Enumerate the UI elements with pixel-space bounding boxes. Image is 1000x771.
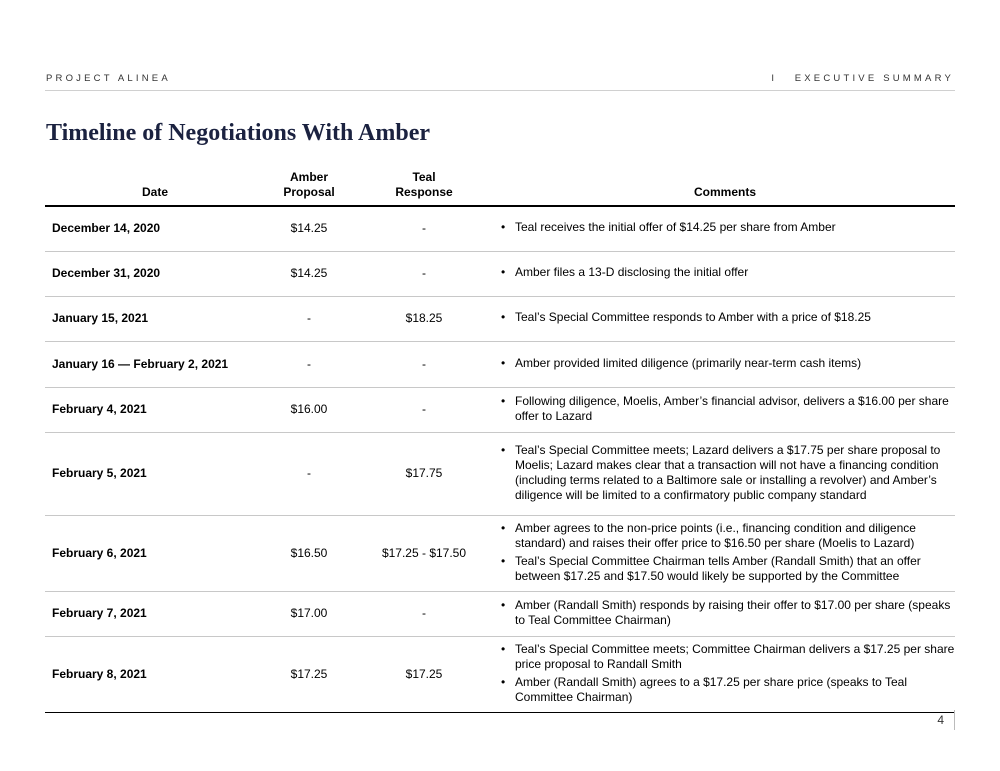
table-row	[45, 341, 955, 387]
teal-response-cell: -	[353, 591, 495, 636]
page-title: Timeline of Negotiations With Amber	[46, 120, 430, 146]
comment-bullet: • Amber agrees to the non-price points (i.e., financing condition and diligence standard) and raises their offer price to $16.50 per share (Moelis to Lazard)	[515, 521, 955, 551]
teal-response-cell: $17.25	[353, 636, 495, 712]
teal-response-cell: -	[353, 387, 495, 432]
col-date: Date	[45, 170, 265, 206]
table-row	[45, 432, 955, 515]
teal-response-cell: -	[353, 251, 495, 296]
date-cell: February 5, 2021	[45, 432, 265, 515]
amber-proposal-cell: $17.00	[265, 591, 353, 636]
page-number-divider	[954, 710, 955, 730]
comment-bullet: • Amber (Randall Smith) agrees to a $17.25 per share price (speaks to Teal Committee Chairman)	[515, 675, 955, 705]
table-row	[45, 296, 955, 341]
table-row	[45, 387, 955, 432]
teal-response-cell: $17.75	[353, 432, 495, 515]
page-number: 4	[937, 713, 944, 727]
amber-proposal-cell: $17.25	[265, 636, 353, 712]
amber-proposal-cell: $14.25	[265, 206, 353, 251]
date-cell: December 31, 2020	[45, 251, 265, 296]
comments-cell	[495, 251, 955, 296]
date-cell: January 15, 2021	[45, 296, 265, 341]
table-row	[45, 206, 955, 251]
comment-bullet: • Teal’s Special Committee meets; Committee Chairman delivers a $17.25 per share price proposal to Randall Smith	[515, 642, 955, 672]
amber-proposal-cell: -	[265, 432, 353, 515]
comments-cell	[495, 206, 955, 251]
comment-bullet: • Following diligence, Moelis, Amber’s financial advisor, delivers a $16.00 per share offer to Lazard	[515, 394, 955, 424]
col-teal-response: Teal Response	[353, 170, 495, 206]
teal-response-cell: $18.25	[353, 296, 495, 341]
table-row	[45, 251, 955, 296]
section-name: I EXECUTIVE SUMMARY	[771, 73, 954, 84]
amber-proposal-cell: $16.00	[265, 387, 353, 432]
teal-response-cell: -	[353, 206, 495, 251]
comments-cell	[495, 341, 955, 387]
date-cell: February 4, 2021	[45, 387, 265, 432]
comment-bullet: • Amber provided limited diligence (primarily near-term cash items)	[515, 356, 955, 371]
col-comments: Comments	[495, 170, 955, 206]
date-cell: February 6, 2021	[45, 515, 265, 591]
comment-bullet: • Teal’s Special Committee meets; Lazard delivers a $17.75 per share proposal to Moelis; Lazard makes clear that a transaction will not have a financing condition (including terms related to a Baltimore sale or installing a revolver) and Amber’s diligence will be limited to a confirmatory public company standard	[515, 443, 955, 503]
comments-cell	[495, 387, 955, 432]
amber-proposal-cell: -	[265, 296, 353, 341]
comments-cell	[495, 515, 955, 591]
date-cell: February 7, 2021	[45, 591, 265, 636]
header-divider	[45, 90, 955, 91]
table-row	[45, 515, 955, 591]
comment-bullet: • Teal receives the initial offer of $14.25 per share from Amber	[515, 220, 955, 235]
comments-cell	[495, 636, 955, 712]
amber-proposal-cell: -	[265, 341, 353, 387]
date-cell: December 14, 2020	[45, 206, 265, 251]
comment-bullet: • Teal’s Special Committee responds to Amber with a price of $18.25	[515, 310, 955, 325]
col-amber-proposal: Amber Proposal	[265, 170, 353, 206]
project-name: PROJECT ALINEA	[46, 73, 171, 84]
table-row	[45, 591, 955, 636]
comments-cell	[495, 296, 955, 341]
teal-response-cell: $17.25 - $17.50	[353, 515, 495, 591]
comment-bullet: • Teal’s Special Committee Chairman tells Amber (Randall Smith) that an offer between $17.25 and $17.50 would likely be supported by the Committee	[515, 554, 955, 584]
date-cell: February 8, 2021	[45, 636, 265, 712]
comments-cell	[495, 432, 955, 515]
comments-cell	[495, 591, 955, 636]
comment-bullet: • Amber (Randall Smith) responds by raising their offer to $17.00 per share (speaks to Teal Committee Chairman)	[515, 598, 955, 628]
teal-response-cell: -	[353, 341, 495, 387]
timeline-table	[45, 170, 955, 713]
amber-proposal-cell: $14.25	[265, 251, 353, 296]
amber-proposal-cell: $16.50	[265, 515, 353, 591]
date-cell: January 16 — February 2, 2021	[45, 341, 265, 387]
comment-bullet: • Amber files a 13-D disclosing the initial offer	[515, 265, 955, 280]
table-row	[45, 636, 955, 712]
